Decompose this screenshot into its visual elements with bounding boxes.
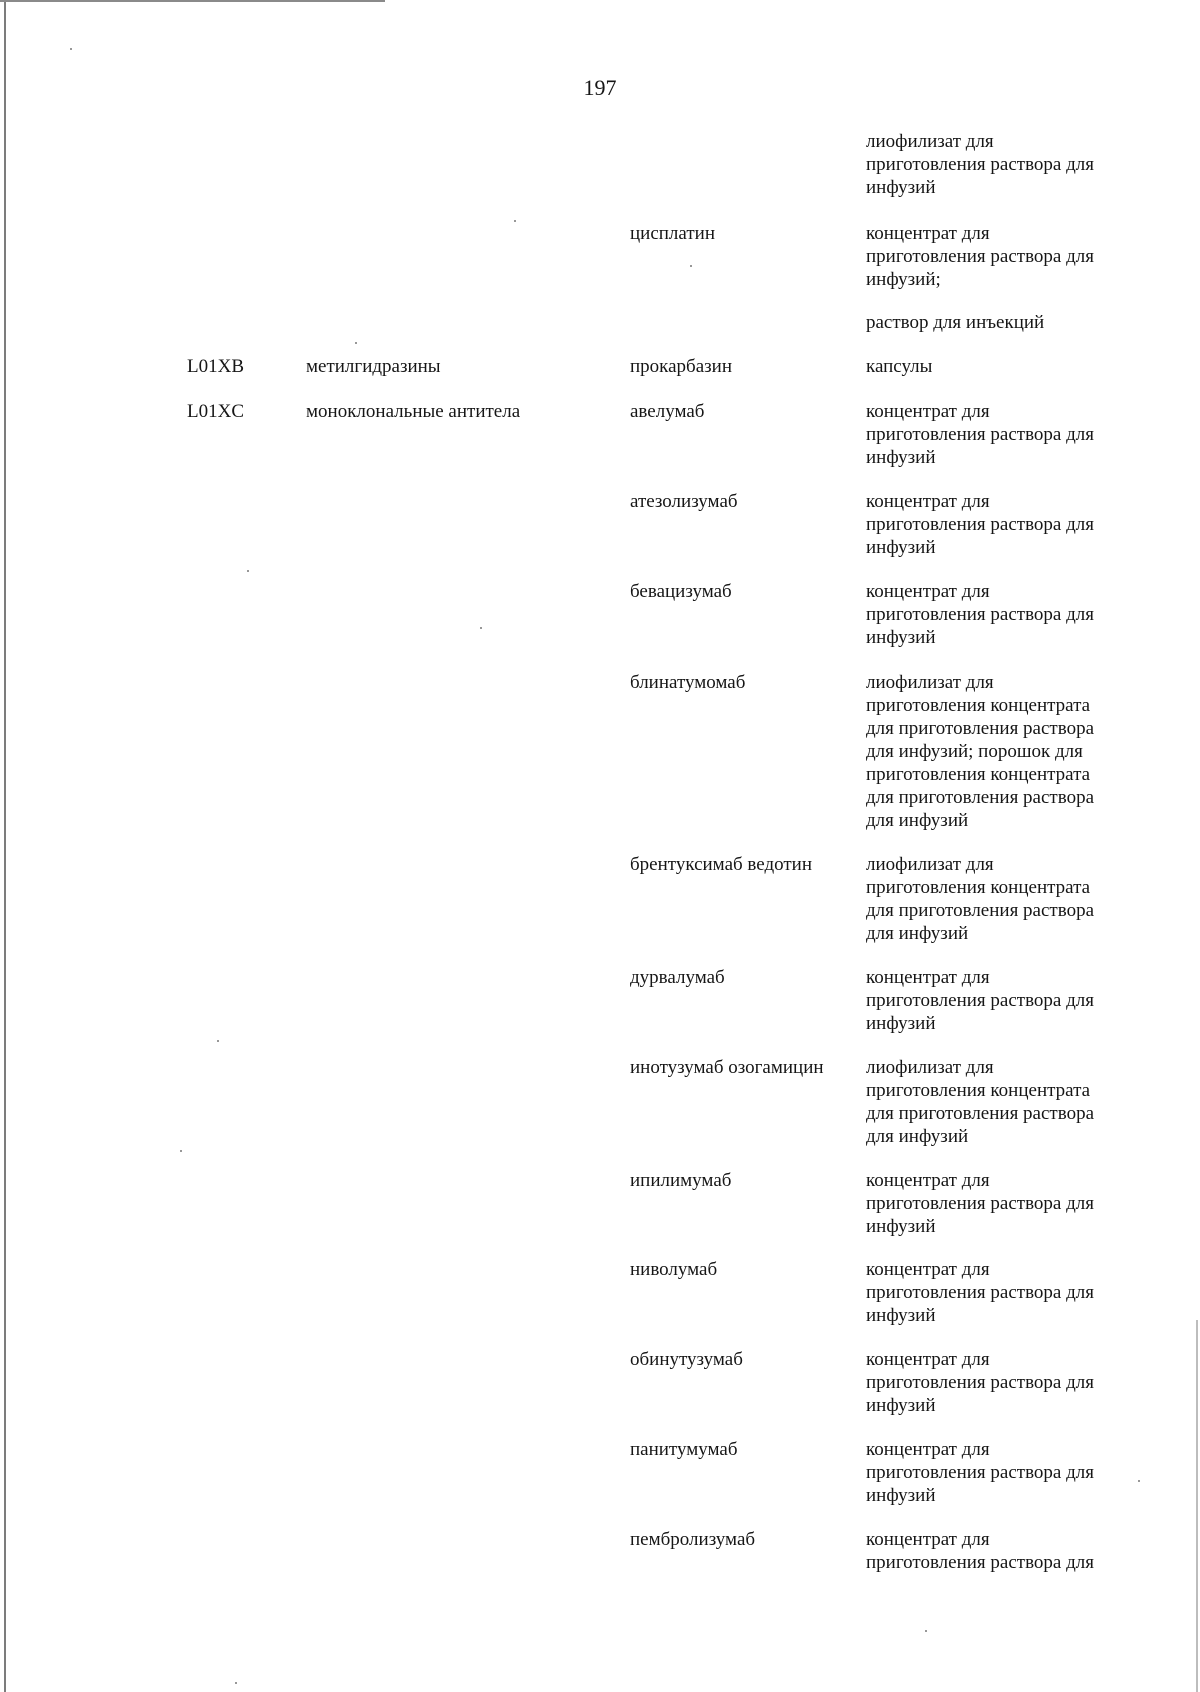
dosage-form: лиофилизат для приготовления раствора для инфузий	[866, 131, 1094, 198]
scan-speck	[1138, 1480, 1140, 1482]
drug-name: дурвалумаб	[630, 967, 725, 988]
dosage-form: концентрат для приготовления раствора для инфузий	[866, 491, 1094, 558]
dosage-form: концентрат для приготовления раствора для	[866, 1529, 1094, 1573]
drug-name: блинатумомаб	[630, 672, 746, 693]
dosage-form: концентрат для приготовления раствора для инфузий	[866, 401, 1094, 468]
dosage-form: концентрат для приготовления раствора для инфузий	[866, 1439, 1094, 1506]
dosage-form: раствор для инъекций	[866, 312, 1045, 333]
drug-name: прокарбазин	[630, 356, 732, 377]
drug-name: цисплатин	[630, 223, 715, 244]
drug-name: ниволумаб	[630, 1259, 718, 1280]
scan-speck	[480, 627, 482, 629]
drug-name: инотузумаб озогамицин	[630, 1057, 824, 1078]
scan-edge-left	[4, 0, 6, 1692]
group-name: моноклональные антитела	[306, 401, 521, 422]
dosage-form: концентрат для приготовления раствора для инфузий	[866, 1259, 1094, 1326]
dosage-form: лиофилизат для приготовления концентрата для приготовления раствора для инфузий	[866, 854, 1094, 944]
scan-speck	[235, 1682, 237, 1684]
dosage-form: лиофилизат для приготовления концентрата для приготовления раствора для инфузий	[866, 1057, 1094, 1147]
drug-name: обинутузумаб	[630, 1349, 743, 1370]
drug-name: бевацизумаб	[630, 581, 732, 602]
scan-speck	[217, 1040, 219, 1042]
dosage-form: концентрат для приготовления раствора для инфузий	[866, 967, 1094, 1034]
drug-name: авелумаб	[630, 401, 705, 422]
dosage-form: концентрат для приготовления раствора для инфузий	[866, 581, 1094, 648]
scan-speck	[925, 1630, 927, 1632]
dosage-form: концентрат для приготовления раствора для инфузий	[866, 1170, 1094, 1237]
drug-name: атезолизумаб	[630, 491, 738, 512]
drug-name: ипилимумаб	[630, 1170, 732, 1191]
atc-code: L01XB	[187, 356, 244, 377]
dosage-form: лиофилизат для приготовления концентрата для приготовления раствора для инфузий; порошок для приготовления концентрата для приготовления раствора для инфузий	[866, 672, 1094, 831]
scan-speck	[355, 342, 357, 344]
dosage-form: капсулы	[866, 356, 933, 377]
drug-name: пембролизумаб	[630, 1529, 756, 1550]
dosage-form: концентрат для приготовления раствора для инфузий;	[866, 223, 1094, 290]
scan-speck	[70, 48, 72, 50]
scan-edge-top	[0, 0, 385, 2]
page-number: 197	[583, 75, 617, 100]
scan-speck	[690, 265, 692, 267]
atc-code: L01XC	[187, 401, 244, 422]
scan-speck	[247, 570, 249, 572]
group-name: метилгидразины	[306, 356, 441, 377]
scan-speck	[514, 220, 516, 222]
drug-name: брентуксимаб ведотин	[630, 854, 813, 875]
scan-speck	[180, 1150, 182, 1152]
dosage-form: концентрат для приготовления раствора для инфузий	[866, 1349, 1094, 1416]
drug-name: панитумумаб	[630, 1439, 738, 1460]
scan-edge-right	[1196, 1320, 1198, 1692]
